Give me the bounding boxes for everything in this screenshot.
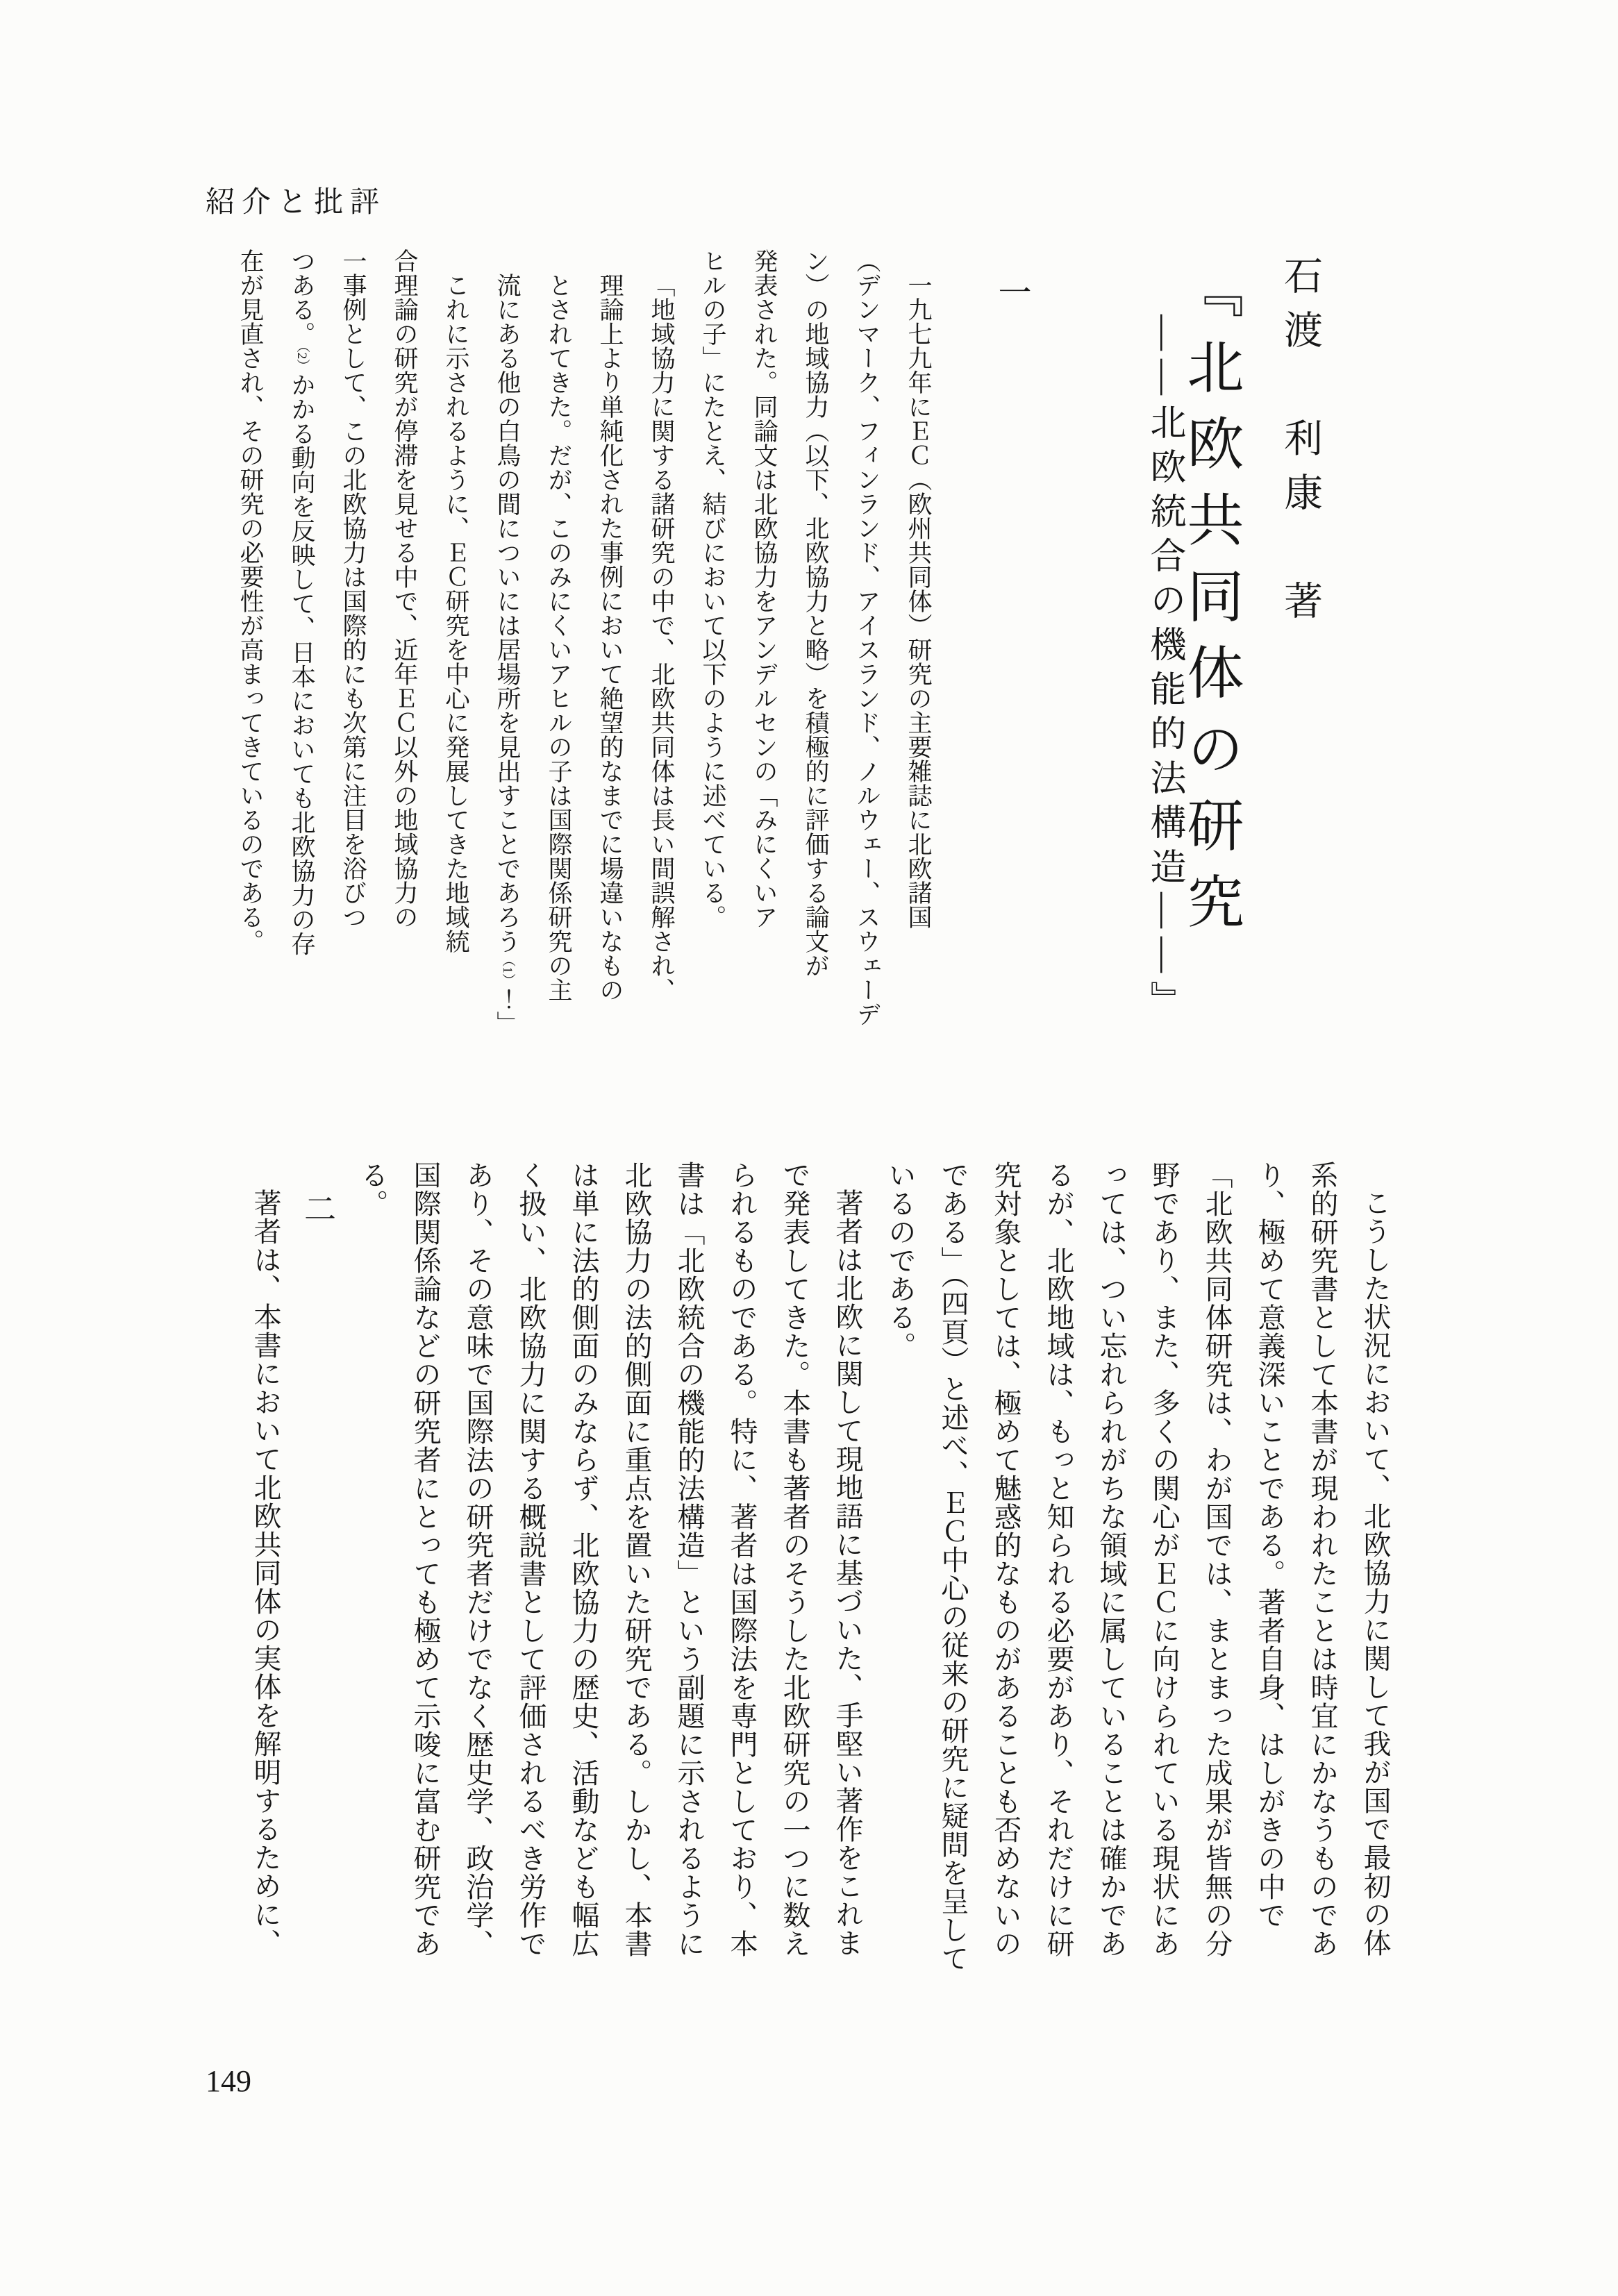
text-column: あり、その意味で国際法の研究者だけでなく歴史学、政治学、: [462, 1161, 494, 1958]
text-column: これに示されるように、ＥＣ研究を中心に発展してきた地域統: [442, 273, 469, 953]
text-column: 系的研究書として本書が現われたことは時宜にかなうものであ: [1307, 1161, 1338, 1958]
page-number: 149: [206, 2064, 251, 2098]
text-column: っては、つい忘れられがちな領域に属していることは確かであ: [1096, 1161, 1127, 1958]
text-column: 究対象としては、極めて魅惑的なものがあることも否めないの: [990, 1161, 1021, 1958]
quote-text: 流にある他の白鳥の間についには居場所を見出すことであろう: [494, 273, 521, 953]
author-column: 石渡 利康 著: [1278, 255, 1321, 635]
section-marker-2: 二: [300, 1192, 335, 1224]
text-column: 一事例として、この北欧協力は国際的にも次第に注目を浴びつ: [340, 249, 367, 929]
book-subtitle-column: ――北欧統合の機能的法構造――』: [1144, 315, 1184, 1025]
quote-column: [495, 249, 519, 1057]
text-column: （デンマーク、フィンランド、アイスランド、ノルウェー、スウェーデ: [853, 249, 881, 1026]
body-text: つある。: [288, 249, 315, 346]
text-column: り、極めて意義深いことである。著者自身、はしがきの中で: [1254, 1161, 1285, 1929]
text-column: 一九七九年にＥＣ（欧州共同体）研究の主要雑誌に北欧諸国: [905, 273, 932, 929]
section-marker-1: 一: [993, 275, 1030, 308]
body-text: かかる動向を反映して、日本においても北欧協力の存: [288, 372, 315, 956]
text-column: く扱い、北欧協力に関する概説書として評価されるべき労作で: [515, 1161, 547, 1958]
text-column: いるのである。: [885, 1161, 916, 1360]
text-column: ン）の地域協力（以下、北欧協力と略）を積極的に評価する論文が: [802, 249, 829, 978]
footnote-ref-2: （2）: [294, 346, 309, 373]
quote-column: 「地域協力に関する諸研究の中で、北欧共同体は長い間誤解され、: [648, 273, 675, 1002]
text-column: 発表された。同論文は北欧協力をアンデルセンの「みにくいア: [751, 249, 778, 929]
quote-text: ！」: [494, 987, 521, 1036]
quote-column: とされてきた。だが、このみにくいアヒルの子は国際関係研究の主: [545, 273, 572, 1002]
running-head: 紹介と批評: [206, 187, 387, 219]
text-column: 野であり、また、多くの関心がＥＣに向けられている現状にあ: [1149, 1161, 1180, 1958]
text-column: [290, 249, 314, 1057]
text-column: 著者は、本書において北欧共同体の実体を解明するために、: [250, 1189, 281, 1957]
text-column: る。: [357, 1161, 388, 1218]
book-title-column: 『北欧共同体の研究: [1179, 261, 1242, 948]
text-column: 「北欧共同体研究は、わが国では、まとまった成果が皆無の分: [1201, 1161, 1233, 1958]
text-column: 著者は北欧に関して現地語に基づいた、手堅い著作をこれま: [832, 1189, 863, 1957]
text-column: 書は「北欧統合の機能的法構造」という副題に示されるように: [674, 1161, 705, 1958]
text-column: である」（四頁）と述べ、ＥＣ中心の従来の研究に疑問を呈して: [937, 1161, 969, 1972]
quote-column: 理論上より単純化された事例において絶望的なまでに場違いなもの: [597, 273, 624, 1002]
text-column: は単に法的側面のみならず、北欧協力の歴史、活動なども幅広: [568, 1161, 599, 1958]
text-column: 合理論の研究が停滞を見せる中で、近年ＥＣ以外の地域協力の: [391, 249, 418, 929]
section-2-block: [226, 1161, 1389, 2025]
text-column: 在が見直され、その研究の必要性が高まってきているのである。: [237, 249, 264, 953]
text-column: 北欧協力の法的側面に重点を置いた研究である。しかし、本書: [621, 1161, 652, 1958]
text-column: こうした状況において、北欧協力に関して我が国で最初の体: [1360, 1189, 1391, 1957]
text-column: ヒルの子」にたとえ、結びにおいて以下のように述べている。: [699, 249, 726, 929]
text-column: 国際関係論などの研究者にとっても極めて示唆に富む研究であ: [410, 1161, 441, 1958]
footnote-ref-1: （1）: [500, 953, 515, 987]
text-column: られるものである。特に、著者は国際法を専門としており、本: [726, 1161, 758, 1958]
section-1-block: [211, 249, 1319, 1057]
text-column: で発表してきた。本書も著者のそうした北欧研究の一つに数え: [779, 1161, 810, 1958]
text-column: るが、北欧地域は、もっと知られる必要があり、それだけに研: [1043, 1161, 1074, 1958]
